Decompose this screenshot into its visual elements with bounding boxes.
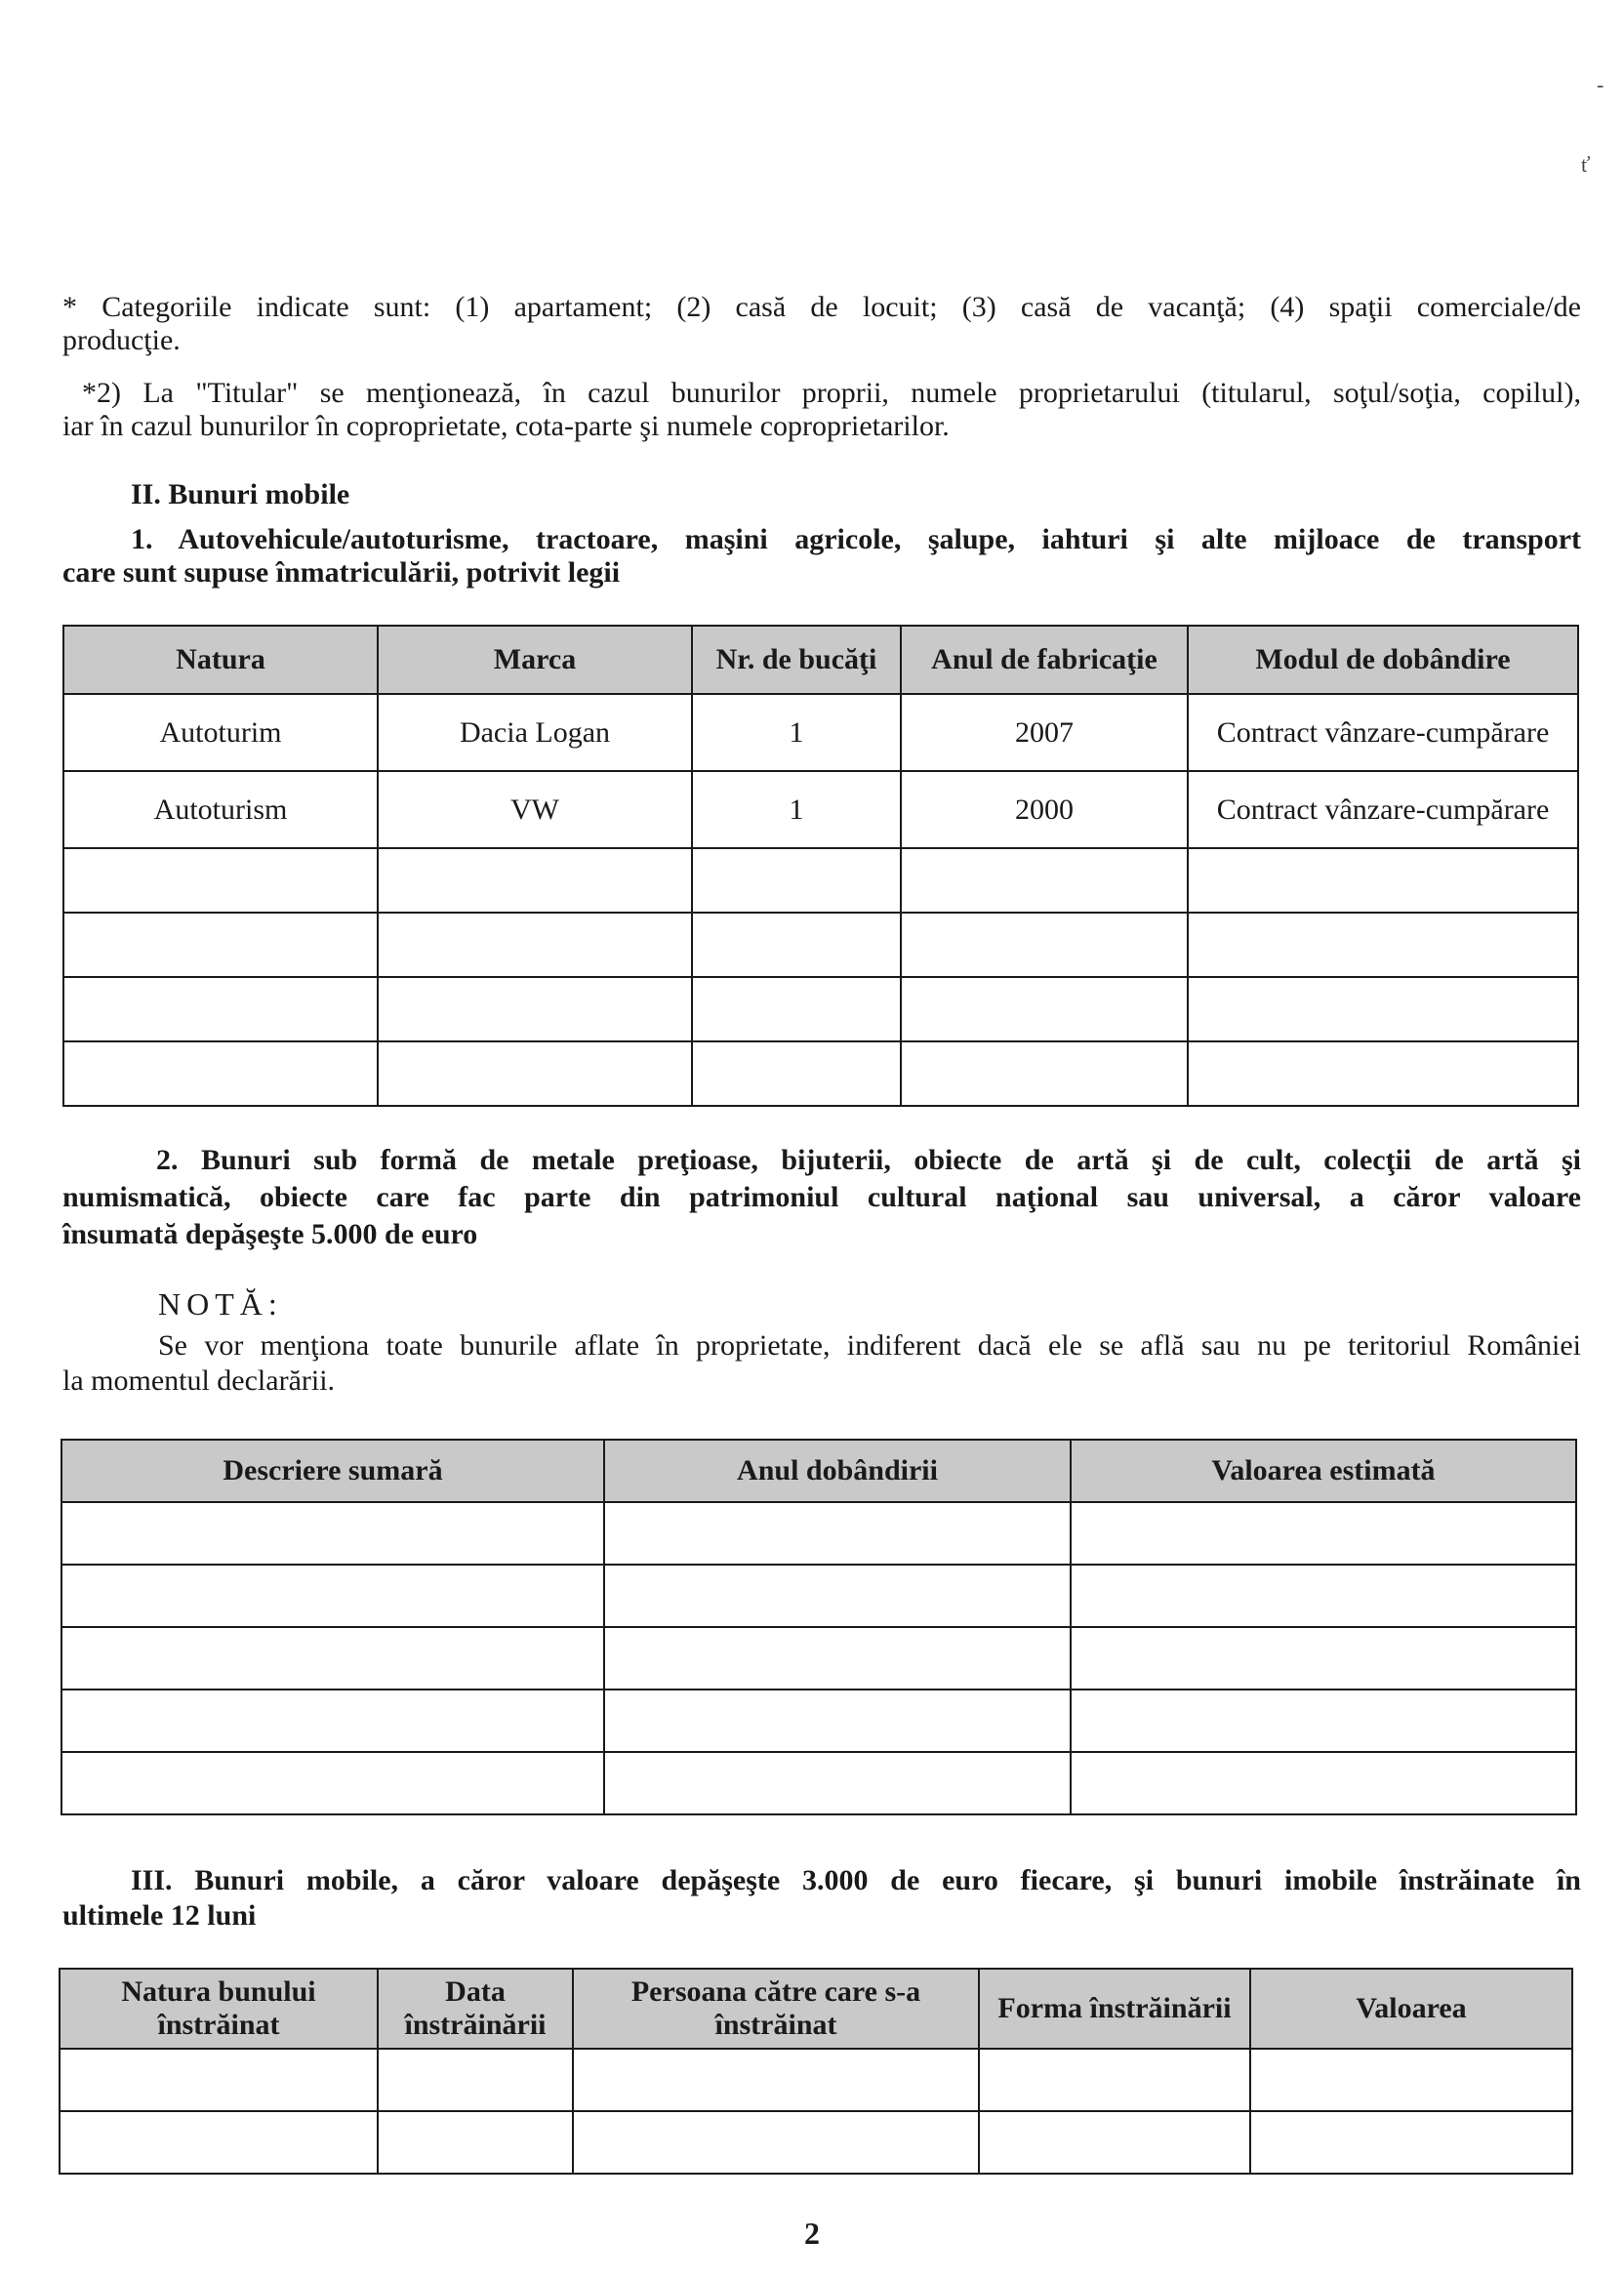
table-cell: 1: [692, 771, 901, 848]
table-row-empty: [61, 1502, 1576, 1565]
vehicles-table: [62, 625, 1579, 1107]
scan-mark: ť: [1581, 152, 1591, 177]
table-row-empty: [60, 2049, 1572, 2111]
table-cell: 2007: [901, 694, 1188, 771]
table-cell: Contract vânzare-cumpărare: [1188, 771, 1578, 848]
table-cell: Contract vânzare-cumpărare: [1188, 694, 1578, 771]
subsection-title-cont: însumată depăşeşte 5.000 de euro: [62, 1218, 478, 1250]
table-row-empty: [61, 1690, 1576, 1752]
valuables-table: [61, 1439, 1577, 1815]
note-text-cont: la momentul declarării.: [62, 1364, 336, 1397]
table-cell: 2000: [901, 771, 1188, 848]
table-cell: Autoturism: [63, 771, 378, 848]
column-header: Anul de fabricaţie: [901, 626, 1188, 694]
table-row: [63, 771, 1578, 848]
column-header: Data înstrăinării: [378, 1969, 573, 2049]
subsection-title-cont: care sunt supuse înmatriculării, potrivit legii: [62, 556, 621, 589]
table-cell: VW: [378, 771, 692, 848]
table-cell: 1: [692, 694, 901, 771]
table-row-empty: [61, 1565, 1576, 1627]
table-row-empty: [61, 1627, 1576, 1690]
table-row-empty: [63, 977, 1578, 1041]
column-header: Modul de dobândire: [1188, 626, 1578, 694]
scan-mark: -: [1597, 72, 1604, 97]
footnote-categories: * Categoriile indicate sunt: (1) apartament; (2) casă de locuit; (3) casă de vacanţă; (4) spaţii comerciale/de: [62, 291, 1581, 323]
table-row-empty: [63, 848, 1578, 913]
table-cell: Dacia Logan: [378, 694, 692, 771]
alienated-assets-table: [59, 1968, 1573, 2175]
table-row-empty: [63, 913, 1578, 977]
table-cell: Autoturim: [63, 694, 378, 771]
column-header: Forma înstrăinării: [979, 1969, 1250, 2049]
section-heading-cont: ultimele 12 luni: [62, 1899, 257, 1932]
note-text: Se vor menţiona toate bunurile aflate în proprietate, indiferent dacă ele se află sau nu pe teritoriul României: [158, 1329, 1581, 1362]
column-header: Valoarea: [1250, 1969, 1572, 2049]
table-header-row: [61, 1440, 1576, 1502]
column-header: Persoana către care s-a înstrăinat: [573, 1969, 979, 2049]
column-header: Anul dobândirii: [604, 1440, 1071, 1502]
column-header: Natura bunului înstrăinat: [60, 1969, 378, 2049]
subsection-title: 2. Bunuri sub formă de metale preţioase, bijuterii, obiecte de artă şi de cult, colecţii de artă şi: [156, 1144, 1581, 1176]
column-header: Descriere sumară: [61, 1440, 604, 1502]
section-heading: III. Bunuri mobile, a căror valoare depăşeşte 3.000 de euro fiecare, şi bunuri imobile înstrăinate în: [131, 1864, 1581, 1896]
subsection-title: 1. Autovehicule/autoturisme, tractoare, maşini agricole, şalupe, iahturi şi alte mijloace de transport: [131, 523, 1581, 555]
footnote-titular-cont: iar în cazul bunurilor în coproprietate, cota-parte şi numele coproprietarilor.: [62, 410, 950, 442]
table-header-row: [60, 1969, 1572, 2049]
page-number: 2: [804, 2216, 820, 2251]
table-row-empty: [63, 1041, 1578, 1106]
table-row: [63, 694, 1578, 771]
note-label: NOTĂ:: [158, 1286, 283, 1322]
column-header: Marca: [378, 626, 692, 694]
column-header: Natura: [63, 626, 378, 694]
section-heading: II. Bunuri mobile: [131, 478, 350, 510]
subsection-title-cont: numismatică, obiecte care fac parte din patrimoniul cultural naţional sau universal, a căror valoare: [62, 1181, 1581, 1213]
column-header: Valoarea estimată: [1071, 1440, 1576, 1502]
footnote-titular: *2) La "Titular" se menţionează, în cazul bunurilor proprii, numele proprietarului (titularul, soţul/soţia, copilul),: [82, 377, 1581, 409]
table-header-row: [63, 626, 1578, 694]
column-header: Nr. de bucăţi: [692, 626, 901, 694]
table-row-empty: [61, 1752, 1576, 1814]
table-row-empty: [60, 2111, 1572, 2174]
footnote-categories-cont: producţie.: [62, 324, 181, 356]
